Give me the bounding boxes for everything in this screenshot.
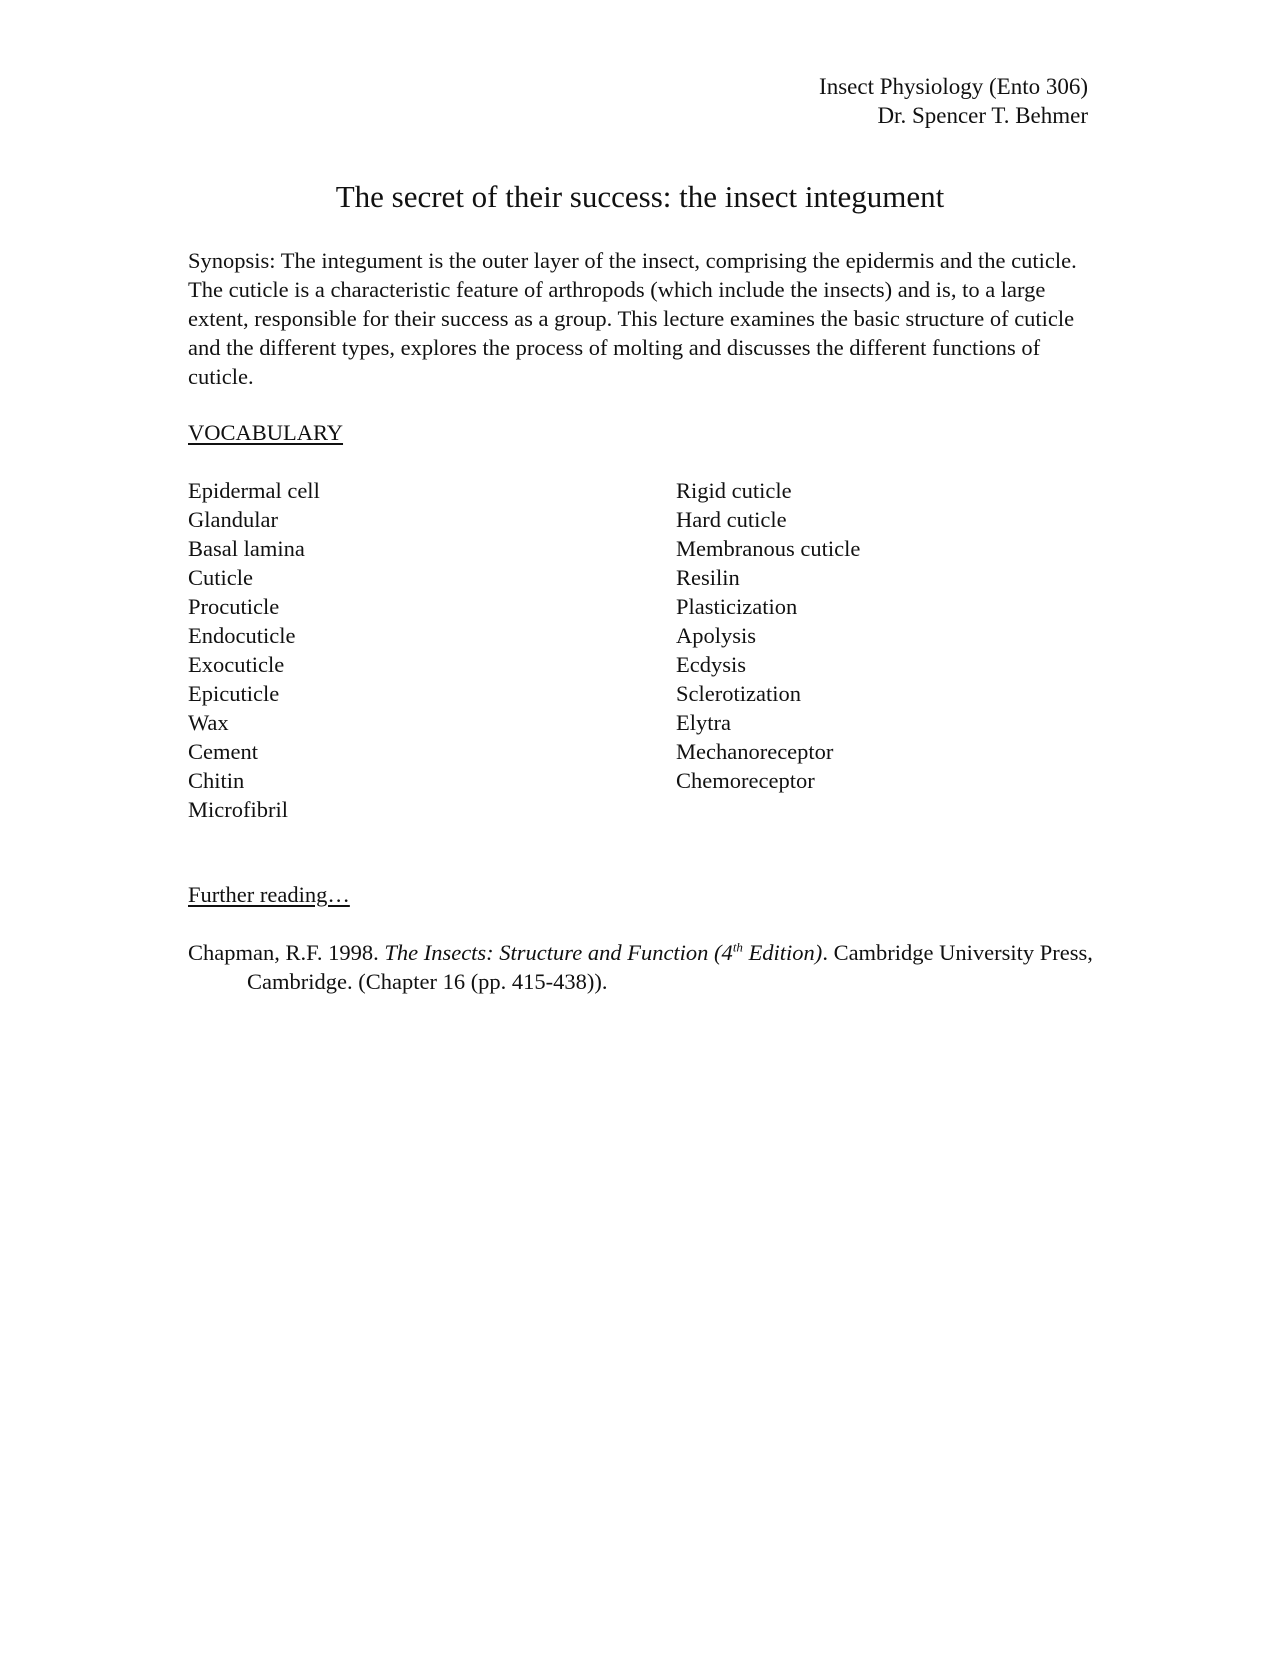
reference-citation [188, 938, 1147, 996]
page-title: The secret of their success: the insect integument [335, 179, 945, 214]
vocabulary-heading: VOCABULARY [188, 420, 344, 445]
vocabulary-term: Ecdysis [676, 652, 746, 677]
vocabulary-term: Procuticle [188, 594, 280, 619]
reference-publisher-details: . Cambridge University Press, Cambridge. (Chapter 16 (pp. 415-438)). [247, 940, 1093, 994]
vocabulary-term: Basal lamina [188, 536, 305, 561]
vocabulary-term: Cuticle [188, 565, 253, 590]
vocabulary-term: Chitin [188, 768, 245, 793]
vocabulary-term: Endocuticle [188, 623, 296, 648]
reference-title-text: The Insects: Structure and Function (4 [384, 940, 733, 965]
vocabulary-term: Rigid cuticle [676, 478, 792, 503]
vocabulary-term: Chemoreceptor [676, 768, 815, 793]
vocabulary-term: Wax [188, 710, 229, 735]
reference-book-title [384, 940, 822, 965]
vocabulary-term: Cement [188, 739, 258, 764]
vocabulary-term: Glandular [188, 507, 278, 532]
vocabulary-term: Hard cuticle [676, 507, 787, 532]
reference-edition-superscript: th [732, 939, 743, 955]
vocabulary-term: Epicuticle [188, 681, 280, 706]
vocabulary-term: Epidermal cell [188, 478, 320, 503]
course-header [819, 72, 1088, 130]
vocabulary-term: Microfibril [188, 797, 288, 822]
vocabulary-term: Mechanoreceptor [676, 739, 834, 764]
vocabulary-list-left [188, 476, 320, 824]
course-name: Insect Physiology (Ento 306) [819, 74, 1088, 99]
vocabulary-term: Membranous cuticle [676, 536, 861, 561]
vocabulary-term: Plasticization [676, 594, 798, 619]
vocabulary-term: Sclerotization [676, 681, 801, 706]
vocabulary-term: Exocuticle [188, 652, 285, 677]
further-reading-heading: Further reading… [188, 882, 350, 907]
vocabulary-term: Resilin [676, 565, 740, 590]
vocabulary-term: Apolysis [676, 623, 757, 648]
synopsis-paragraph: Synopsis: The integument is the outer layer of the insect, comprising the epidermis and the cuticle. The cuticle is a characteristic feature of arthropods (which include the insects) and is, to a large extent, responsible for their success as a group. This lecture examines the basic structure of cuticle and the different types, explores the process of molting and discusses the different functions of cuticle. [188, 248, 1077, 389]
reference-authors-year: Chapman, R.F. 1998. [188, 940, 385, 965]
instructor-name: Dr. Spencer T. Behmer [877, 103, 1088, 128]
vocabulary-term: Elytra [676, 710, 731, 735]
vocabulary-list-right [676, 476, 860, 795]
reference-edition-suffix: Edition) [742, 940, 823, 965]
